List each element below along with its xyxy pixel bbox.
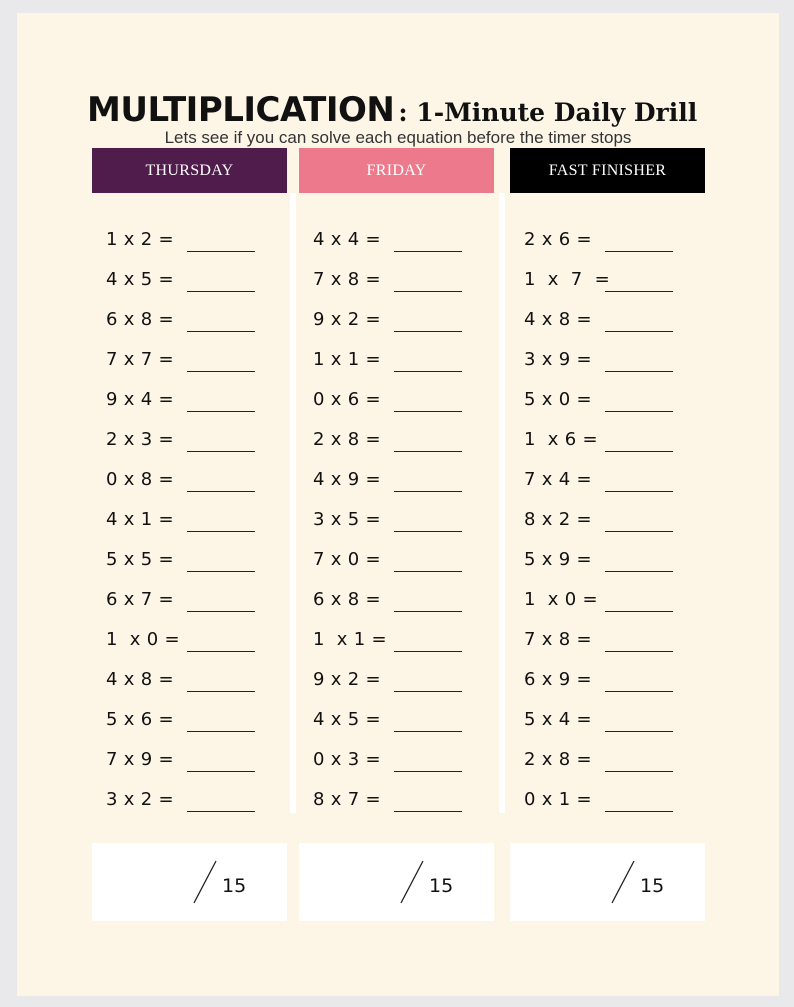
equation-text: 8 x 2 = bbox=[524, 509, 592, 530]
column-divider bbox=[290, 193, 296, 813]
answer-line[interactable] bbox=[605, 651, 673, 652]
equation-text: 4 x 9 = bbox=[313, 469, 381, 490]
answer-line[interactable] bbox=[394, 491, 462, 492]
equation-text: 3 x 5 = bbox=[313, 509, 381, 530]
equation-text: 2 x 3 = bbox=[106, 429, 174, 450]
equation-text: 4 x 5 = bbox=[106, 269, 174, 290]
equation-text: 9 x 2 = bbox=[313, 309, 381, 330]
equation-row bbox=[299, 428, 494, 452]
equation-text: 1 x 1 = bbox=[313, 629, 387, 650]
answer-line[interactable] bbox=[187, 611, 255, 612]
equation-text: 9 x 4 = bbox=[106, 389, 174, 410]
header-friday: FRIDAY bbox=[299, 148, 494, 193]
equation-text: 7 x 7 = bbox=[106, 349, 174, 370]
equation-row bbox=[92, 228, 287, 252]
slash-icon bbox=[399, 859, 425, 905]
equation-text: 0 x 8 = bbox=[106, 469, 174, 490]
answer-line[interactable] bbox=[394, 731, 462, 732]
answer-line[interactable] bbox=[605, 571, 673, 572]
equation-row bbox=[510, 308, 705, 332]
answer-line[interactable] bbox=[394, 651, 462, 652]
score-total: 15 bbox=[429, 875, 454, 897]
equation-text: 3 x 2 = bbox=[106, 789, 174, 810]
answer-line[interactable] bbox=[187, 251, 255, 252]
answer-line[interactable] bbox=[394, 251, 462, 252]
answer-line[interactable] bbox=[187, 491, 255, 492]
equation-row bbox=[510, 628, 705, 652]
answer-line[interactable] bbox=[394, 411, 462, 412]
answer-line[interactable] bbox=[605, 491, 673, 492]
answer-line[interactable] bbox=[605, 411, 673, 412]
equation-text: 1 x 1 = bbox=[313, 349, 381, 370]
equation-text: 4 x 8 = bbox=[106, 669, 174, 690]
equation-text: 4 x 4 = bbox=[313, 229, 381, 250]
equation-text: 1 x 6 = bbox=[524, 429, 598, 450]
equation-text: 1 x 7 = bbox=[524, 269, 610, 290]
equation-row bbox=[92, 468, 287, 492]
equation-text: 7 x 9 = bbox=[106, 749, 174, 770]
equation-row bbox=[510, 228, 705, 252]
equation-row bbox=[92, 268, 287, 292]
score-total: 15 bbox=[640, 875, 665, 897]
equation-row bbox=[510, 588, 705, 612]
equation-row bbox=[510, 468, 705, 492]
equation-row bbox=[510, 268, 705, 292]
equation-row bbox=[510, 788, 705, 812]
answer-line[interactable] bbox=[605, 731, 673, 732]
equation-row bbox=[510, 348, 705, 372]
equation-text: 1 x 0 = bbox=[524, 589, 598, 610]
answer-line[interactable] bbox=[187, 691, 255, 692]
score-box-fast-finisher[interactable] bbox=[510, 843, 705, 921]
answer-line[interactable] bbox=[394, 611, 462, 612]
column-friday bbox=[299, 193, 494, 813]
answer-line[interactable] bbox=[187, 771, 255, 772]
equation-row bbox=[299, 708, 494, 732]
answer-line[interactable] bbox=[187, 531, 255, 532]
answer-line[interactable] bbox=[605, 331, 673, 332]
equation-text: 7 x 0 = bbox=[313, 549, 381, 570]
equation-text: 2 x 6 = bbox=[524, 229, 592, 250]
answer-line[interactable] bbox=[605, 611, 673, 612]
equation-row bbox=[510, 388, 705, 412]
equation-row bbox=[299, 308, 494, 332]
equation-row bbox=[92, 668, 287, 692]
answer-line[interactable] bbox=[187, 811, 255, 812]
equation-text: 8 x 7 = bbox=[313, 789, 381, 810]
equation-text: 7 x 8 = bbox=[313, 269, 381, 290]
answer-line[interactable] bbox=[187, 371, 255, 372]
slash-icon bbox=[192, 859, 218, 905]
equation-text: 3 x 9 = bbox=[524, 349, 592, 370]
equation-row bbox=[299, 468, 494, 492]
equation-text: 6 x 8 = bbox=[313, 589, 381, 610]
equation-row bbox=[299, 748, 494, 772]
answer-line[interactable] bbox=[394, 451, 462, 452]
header-fast-finisher: FAST FINISHER bbox=[510, 148, 705, 193]
equation-row bbox=[299, 508, 494, 532]
equation-text: 0 x 6 = bbox=[313, 389, 381, 410]
answer-line[interactable] bbox=[187, 331, 255, 332]
answer-line[interactable] bbox=[605, 691, 673, 692]
subtitle: Lets see if you can solve each equation before the timer stops bbox=[164, 128, 632, 147]
answer-line[interactable] bbox=[394, 691, 462, 692]
equation-text: 4 x 1 = bbox=[106, 509, 174, 530]
equation-text: 2 x 8 = bbox=[313, 429, 381, 450]
equation-row bbox=[299, 588, 494, 612]
equation-row bbox=[299, 668, 494, 692]
answer-line[interactable] bbox=[605, 291, 673, 292]
answer-line[interactable] bbox=[394, 291, 462, 292]
answer-line[interactable] bbox=[605, 771, 673, 772]
answer-line[interactable] bbox=[187, 651, 255, 652]
equation-text: 4 x 8 = bbox=[524, 309, 592, 330]
equation-text: 1 x 0 = bbox=[106, 629, 180, 650]
equation-row bbox=[299, 268, 494, 292]
answer-line[interactable] bbox=[394, 331, 462, 332]
worksheet-page bbox=[17, 13, 779, 996]
equation-row bbox=[92, 548, 287, 572]
score-total: 15 bbox=[222, 875, 247, 897]
answer-line[interactable] bbox=[394, 371, 462, 372]
equation-row bbox=[92, 628, 287, 652]
answer-line[interactable] bbox=[187, 291, 255, 292]
column-thursday bbox=[92, 193, 287, 813]
score-box-thursday[interactable] bbox=[92, 843, 287, 921]
equation-row bbox=[92, 788, 287, 812]
equation-row bbox=[510, 748, 705, 772]
equation-row bbox=[510, 508, 705, 532]
equation-text: 5 x 5 = bbox=[106, 549, 174, 570]
score-box-friday[interactable] bbox=[299, 843, 494, 921]
answer-line[interactable] bbox=[605, 811, 673, 812]
equation-text: 7 x 4 = bbox=[524, 469, 592, 490]
page-title bbox=[87, 90, 698, 130]
equation-text: 5 x 9 = bbox=[524, 549, 592, 570]
equation-row bbox=[92, 708, 287, 732]
equation-row bbox=[92, 588, 287, 612]
answer-line[interactable] bbox=[605, 531, 673, 532]
equation-text: 1 x 2 = bbox=[106, 229, 174, 250]
equation-row bbox=[299, 348, 494, 372]
equation-text: 6 x 8 = bbox=[106, 309, 174, 330]
equation-row bbox=[92, 508, 287, 532]
answer-line[interactable] bbox=[605, 251, 673, 252]
equation-text: 7 x 8 = bbox=[524, 629, 592, 650]
equation-row bbox=[299, 388, 494, 412]
equation-row bbox=[510, 548, 705, 572]
answer-line[interactable] bbox=[394, 771, 462, 772]
title-main: MULTIPLICATION bbox=[87, 90, 395, 130]
answer-line[interactable] bbox=[605, 451, 673, 452]
equation-text: 5 x 6 = bbox=[106, 709, 174, 730]
equation-text: 9 x 2 = bbox=[313, 669, 381, 690]
answer-line[interactable] bbox=[187, 451, 255, 452]
equation-row bbox=[510, 668, 705, 692]
answer-line[interactable] bbox=[187, 571, 255, 572]
answer-line[interactable] bbox=[187, 731, 255, 732]
equation-row bbox=[92, 748, 287, 772]
equation-text: 0 x 1 = bbox=[524, 789, 592, 810]
answer-line[interactable] bbox=[394, 531, 462, 532]
equation-text: 6 x 7 = bbox=[106, 589, 174, 610]
header-thursday: THURSDAY bbox=[92, 148, 287, 193]
equation-row bbox=[299, 548, 494, 572]
equation-row bbox=[92, 388, 287, 412]
equation-text: 6 x 9 = bbox=[524, 669, 592, 690]
equation-row bbox=[299, 628, 494, 652]
equation-row bbox=[92, 308, 287, 332]
answer-line[interactable] bbox=[394, 811, 462, 812]
equation-row bbox=[299, 228, 494, 252]
title-sub: : 1-Minute Daily Drill bbox=[398, 98, 698, 127]
answer-line[interactable] bbox=[605, 371, 673, 372]
equation-row bbox=[510, 708, 705, 732]
answer-line[interactable] bbox=[187, 411, 255, 412]
slash-icon bbox=[610, 859, 636, 905]
column-fast-finisher bbox=[510, 193, 705, 813]
equation-text: 5 x 4 = bbox=[524, 709, 592, 730]
equation-row bbox=[92, 428, 287, 452]
equation-row bbox=[299, 788, 494, 812]
equation-text: 0 x 3 = bbox=[313, 749, 381, 770]
column-divider bbox=[499, 193, 505, 813]
equation-row bbox=[510, 428, 705, 452]
equation-text: 4 x 5 = bbox=[313, 709, 381, 730]
equation-text: 2 x 8 = bbox=[524, 749, 592, 770]
equation-text: 5 x 0 = bbox=[524, 389, 592, 410]
equation-row bbox=[92, 348, 287, 372]
answer-line[interactable] bbox=[394, 571, 462, 572]
